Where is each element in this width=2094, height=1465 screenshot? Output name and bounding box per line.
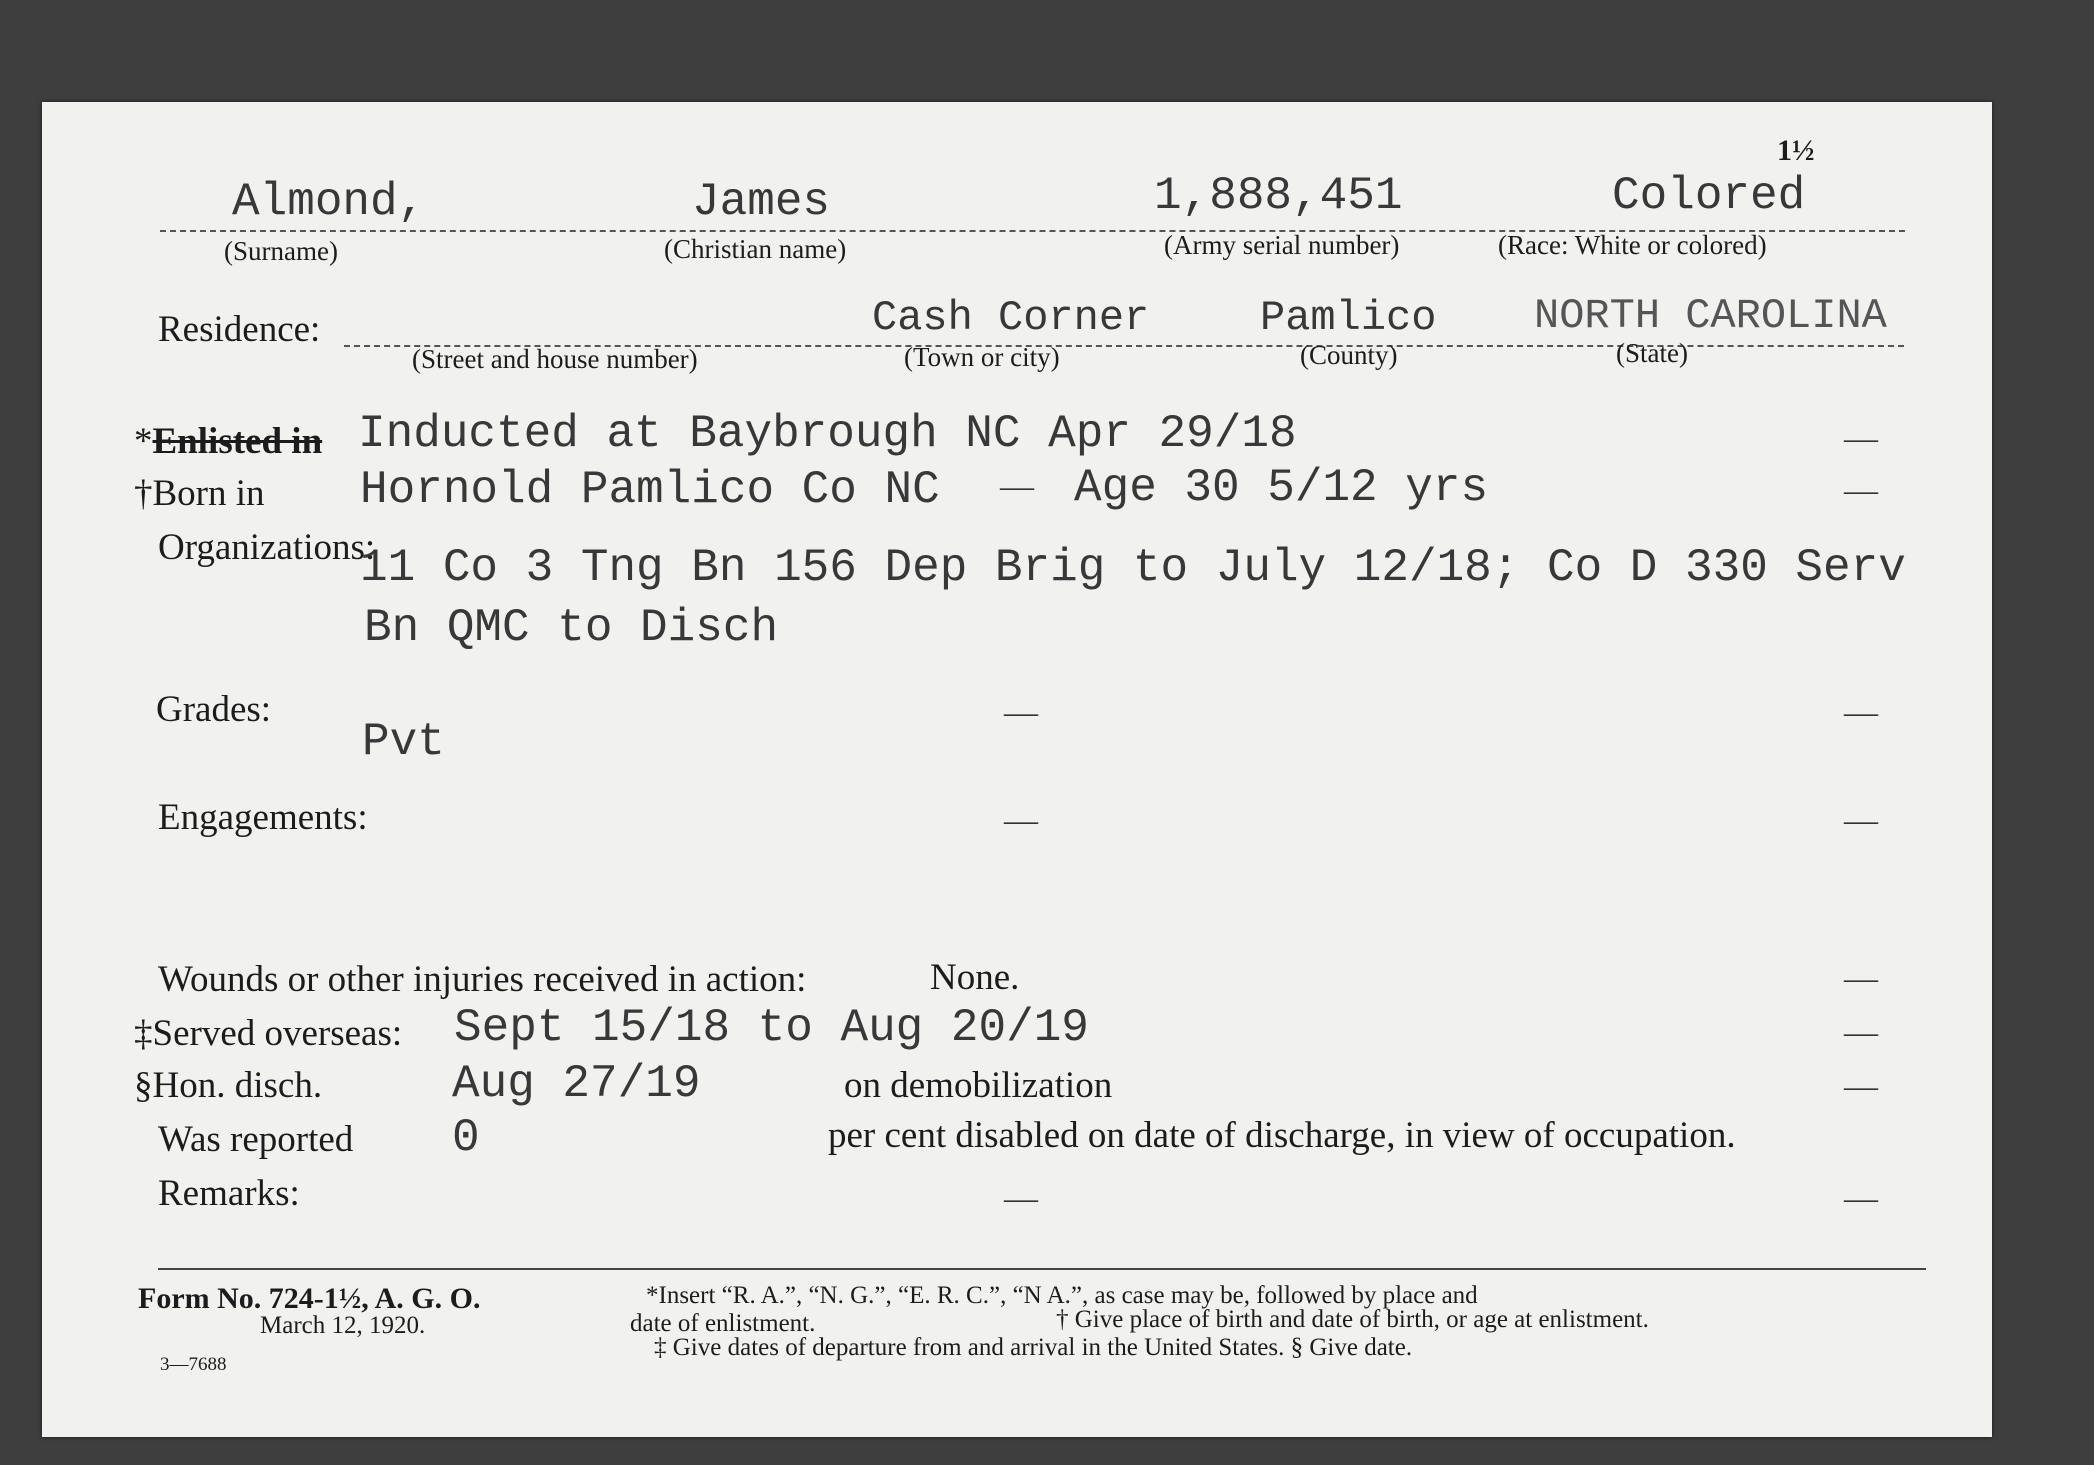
form-date: March 12, 1920. (260, 1312, 426, 1339)
born-place-value: Hornold Pamlico Co NC (360, 464, 940, 516)
town-value: Cash Corner (872, 294, 1150, 342)
discharge-value: Aug 27/19 (452, 1058, 701, 1110)
footer-note-1: *Insert “R. A.”, “N. G.”, “E. R. C.”, “N A.”, as case may be, followed by place and (646, 1282, 1478, 1309)
christian-name-caption: (Christian name) (664, 234, 847, 264)
dash-engagements-mid: — (1004, 802, 1038, 839)
dash-remarks: — (1844, 1180, 1878, 1217)
overseas-value: Sept 15/18 to Aug 20/19 (454, 1002, 1089, 1054)
wounds-label: Wounds or other injuries received in action: (158, 959, 807, 1000)
state-caption: (State) (1616, 338, 1688, 368)
dash-enlisted: — (1844, 420, 1878, 457)
born-marker: † (134, 473, 153, 514)
print-code: 3—7688 (160, 1354, 227, 1375)
reported-label: Was reported (158, 1119, 354, 1160)
dash-born-mid: — (1000, 468, 1034, 505)
remarks-label: Remarks: (158, 1173, 300, 1214)
race-value: Colored (1612, 170, 1806, 222)
discharge-note: on demobilization (844, 1065, 1113, 1106)
organizations-line1: 11 Co 3 Tng Bn 156 Dep Brig to July 12/18; Co D 330 Serv (360, 542, 1906, 594)
footer-note-2b: † Give place of birth and date of birth, or age at enlistment. (1056, 1306, 1649, 1333)
town-caption: (Town or city) (904, 342, 1060, 372)
footer-note-2a: date of enlistment. (630, 1310, 816, 1337)
serial-number-value: 1,888,451 (1154, 170, 1403, 222)
surname-caption: (Surname) (224, 236, 338, 266)
enlisted-marker: * (134, 421, 153, 462)
born-label: Born in (152, 473, 265, 514)
reported-text: per cent disabled on date of discharge, in view of occupation. (828, 1115, 1736, 1156)
dash-wounds: — (1844, 960, 1878, 997)
organizations-line2: Bn QMC to Disch (364, 602, 779, 654)
born-age-value: Age 30 5/12 yrs (1074, 462, 1489, 514)
grades-label: Grades: (156, 689, 272, 730)
dash-discharge: — (1844, 1068, 1878, 1105)
dash-engagements: — (1844, 802, 1878, 839)
dash-born: — (1844, 472, 1878, 509)
dash-remarks-mid: — (1004, 1180, 1038, 1217)
reported-value: 0 (452, 1112, 480, 1164)
grades-value: Pvt (362, 716, 445, 768)
wounds-value: None. (930, 957, 1020, 998)
footer-note-3: ‡ Give dates of departure from and arrival in the United States. § Give date. (654, 1334, 1413, 1361)
overseas-marker: ‡ (134, 1013, 153, 1054)
engagements-label: Engagements: (158, 797, 368, 838)
dash-grades: — (1844, 694, 1878, 731)
form-number: Form No. 724-1½, A. G. O. (138, 1282, 481, 1315)
surname-value: Almond, (232, 176, 426, 228)
enlisted-value: Inducted at Baybrough NC Apr 29/18 (358, 408, 1297, 460)
enlisted-label: Enlisted in (152, 421, 323, 462)
discharge-label: Hon. disch. (152, 1065, 323, 1106)
discharge-row-label (134, 1064, 322, 1107)
dash-grades-mid: — (1004, 694, 1038, 731)
discharge-marker: § (134, 1065, 153, 1106)
overseas-label: Served overseas: (152, 1013, 403, 1054)
dash-overseas: — (1844, 1014, 1878, 1051)
organizations-label: Organizations: (158, 527, 376, 568)
race-caption: (Race: White or colored) (1498, 230, 1767, 260)
county-caption: (County) (1300, 340, 1398, 370)
christian-name-value: James (692, 176, 831, 228)
serial-number-caption: (Army serial number) (1164, 230, 1400, 260)
footer-rule (158, 1268, 1926, 1270)
state-value: NORTH CAROLINA (1534, 292, 1887, 340)
residence-label: Residence: (158, 309, 321, 350)
enlisted-row-label (134, 420, 322, 463)
record-card (42, 102, 1992, 1437)
born-row-label (134, 472, 265, 515)
street-caption: (Street and house number) (412, 344, 698, 374)
overseas-row-label (134, 1012, 402, 1055)
county-value: Pamlico (1260, 294, 1437, 342)
corner-number: 1½ (1777, 134, 1815, 167)
